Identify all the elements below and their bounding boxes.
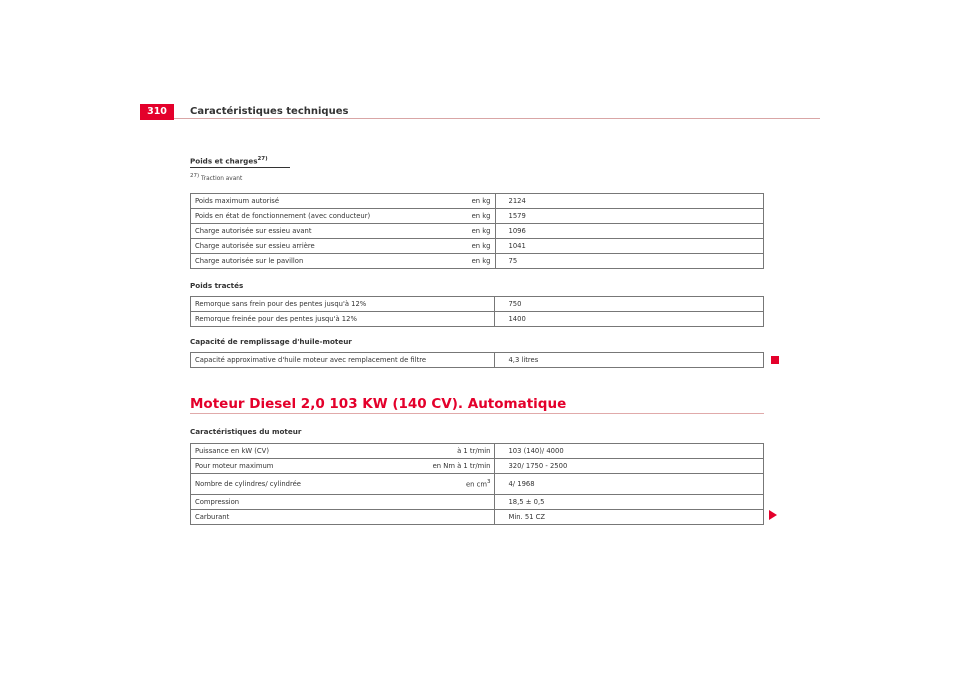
footnote-rule	[190, 167, 290, 168]
row-unit: en kg	[415, 194, 495, 209]
row-unit	[415, 510, 495, 525]
towing-heading: Poids tractés	[190, 281, 244, 290]
table-row	[191, 239, 764, 254]
oil-heading: Capacité de remplissage d'huile-moteur	[190, 337, 352, 346]
table-row	[191, 474, 764, 495]
section-rule	[190, 413, 764, 414]
row-unit: à 1 tr/min	[415, 444, 495, 459]
footnote	[190, 173, 242, 182]
header-rule	[174, 118, 820, 119]
row-value: 1400	[495, 312, 764, 327]
weights-heading	[190, 156, 268, 165]
table-row	[191, 459, 764, 474]
row-unit-sup: 3	[486, 479, 491, 486]
row-unit	[415, 474, 495, 495]
footnote-marker: 27)	[190, 173, 200, 179]
engine-table	[190, 443, 764, 525]
row-value: 4/ 1968	[495, 474, 764, 495]
row-value: 103 (140)/ 4000	[495, 444, 764, 459]
row-label: Charge autorisée sur essieu avant	[191, 224, 416, 239]
table-row	[191, 353, 764, 368]
page-number: 310	[140, 104, 174, 120]
row-unit: en kg	[415, 254, 495, 269]
row-label: Capacité approximative d'huile moteur avec remplacement de filtre	[191, 353, 495, 368]
table-row	[191, 209, 764, 224]
page-header-title: Caractéristiques techniques	[190, 106, 349, 117]
table-row	[191, 194, 764, 209]
row-value: 18,5 ± 0,5	[495, 495, 764, 510]
row-unit: en kg	[415, 239, 495, 254]
weights-table	[190, 193, 764, 269]
row-unit: en kg	[415, 224, 495, 239]
row-value: 1579	[495, 209, 764, 224]
table-row	[191, 224, 764, 239]
towing-table	[190, 296, 764, 327]
row-value: 750	[495, 297, 764, 312]
row-label: Puissance en kW (CV)	[191, 444, 416, 459]
row-label: Poids en état de fonctionnement (avec conducteur)	[191, 209, 416, 224]
row-label: Charge autorisée sur le pavillon	[191, 254, 416, 269]
weights-heading-text: Poids et charges	[190, 156, 258, 166]
section-title: Moteur Diesel 2,0 103 KW (140 CV). Automatique	[190, 396, 567, 412]
row-label: Compression	[191, 495, 416, 510]
section-end-mark	[771, 356, 779, 364]
table-row	[191, 510, 764, 525]
table-row	[191, 444, 764, 459]
row-label: Carburant	[191, 510, 416, 525]
table-row	[191, 254, 764, 269]
footnote-text: Traction avant	[201, 175, 243, 182]
row-value: 4,3 litres	[495, 353, 764, 368]
engine-subheading: Caractéristiques du moteur	[190, 427, 302, 436]
oil-table	[190, 352, 764, 368]
table-row	[191, 495, 764, 510]
row-label: Remorque freinée pour des pentes jusqu'à 12%	[191, 312, 495, 327]
row-label: Charge autorisée sur essieu arrière	[191, 239, 416, 254]
row-label: Poids maximum autorisé	[191, 194, 416, 209]
continue-arrow-icon	[769, 510, 777, 520]
row-value: 2124	[495, 194, 764, 209]
row-label: Nombre de cylindres/ cylindrée	[191, 474, 416, 495]
row-unit-text: en cm	[465, 480, 487, 489]
table-row	[191, 297, 764, 312]
weights-heading-footnote-ref: 27)	[257, 156, 268, 162]
row-value: Min. 51 CZ	[495, 510, 764, 525]
table-row	[191, 312, 764, 327]
row-unit	[415, 495, 495, 510]
row-label: Pour moteur maximum	[191, 459, 416, 474]
row-value: 320/ 1750 - 2500	[495, 459, 764, 474]
row-value: 1096	[495, 224, 764, 239]
row-label: Remorque sans frein pour des pentes jusqu'à 12%	[191, 297, 495, 312]
row-unit: en Nm à 1 tr/min	[415, 459, 495, 474]
row-value: 1041	[495, 239, 764, 254]
row-unit: en kg	[415, 209, 495, 224]
row-value: 75	[495, 254, 764, 269]
